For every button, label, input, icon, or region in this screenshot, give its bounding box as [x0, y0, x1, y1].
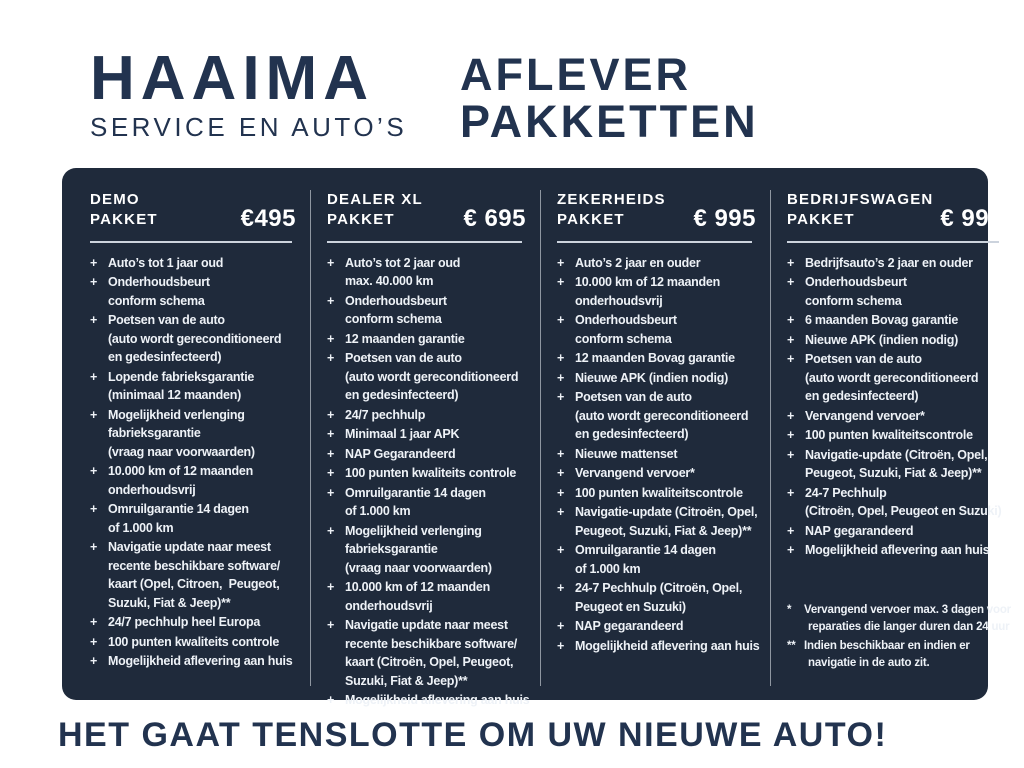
plus-marker: +	[327, 693, 335, 707]
plus-marker: +	[90, 615, 98, 629]
package-item	[557, 349, 764, 368]
item-text: Nieuwe APK (indien nodig)	[805, 332, 959, 347]
asterisk-marker: **	[787, 639, 796, 652]
plus-marker: +	[557, 619, 565, 633]
item-text: Indien beschikbaar en indien er navigatie in de auto zit.	[804, 639, 970, 669]
package-footnotes	[787, 602, 1011, 672]
package-column	[770, 190, 1017, 686]
footer-tagline: HET GAAT TENSLOTTE OM UW NIEUWE AUTO!	[58, 716, 888, 754]
package-column	[310, 190, 540, 707]
item-text: 24-7 Pechhulp (Citroën, Opel, Peugeot en Suzuki)	[575, 581, 743, 614]
package-item	[557, 637, 764, 656]
plus-marker: +	[327, 427, 335, 441]
package-item	[557, 484, 764, 503]
plus-marker: +	[90, 407, 98, 422]
item-text: Poetsen van de auto (auto wordt gereconditioneerd en gedesinfecteerd)	[575, 390, 749, 441]
package-header	[787, 190, 1011, 231]
item-text: 12 maanden Bovag garantie	[575, 351, 735, 365]
plus-marker: +	[90, 369, 98, 384]
item-text: Poetsen van de auto (auto wordt gereconditioneerd en gedesinfecteerd)	[805, 352, 979, 403]
package-item	[557, 579, 764, 616]
item-text: Minimaal 1 jaar APK	[345, 427, 460, 441]
package-header	[557, 190, 764, 231]
plus-marker: +	[90, 275, 98, 289]
item-text: 24/7 pechhulp	[345, 407, 426, 422]
item-text: 100 punten kwaliteitscontrole	[805, 428, 973, 442]
item-text: Navigatie update naar meest recente beschikbare software/ kaart (Citroën, Opel, Peugeot, Suzuki, Fiat & Jeep)**	[345, 618, 517, 688]
brand-subtitle: SERVICE EN AUTO’S	[90, 112, 408, 142]
package-item	[557, 617, 764, 636]
package-item	[90, 462, 304, 499]
package-item	[787, 273, 1011, 310]
header-rule	[557, 241, 752, 243]
package-item	[787, 522, 1011, 541]
package-column	[540, 190, 770, 686]
plus-marker: +	[557, 275, 565, 289]
package-item	[90, 538, 304, 612]
plus-marker: +	[787, 352, 795, 366]
plus-marker: +	[327, 523, 335, 538]
plus-marker: +	[90, 313, 98, 327]
item-text: Poetsen van de auto (auto wordt gereconditioneerd en gedesinfecteerd)	[108, 313, 282, 364]
item-text: Poetsen van de auto (auto wordt gereconditioneerd en gedesinfecteerd)	[345, 351, 519, 402]
plus-marker: +	[90, 464, 98, 478]
packages-panel	[62, 168, 1011, 707]
package-item	[787, 350, 1011, 406]
plus-marker: +	[557, 581, 565, 595]
plus-marker: +	[557, 638, 565, 653]
plus-marker: +	[787, 255, 795, 270]
package-item	[557, 445, 764, 464]
plus-marker: +	[327, 618, 335, 632]
page-title-line1: AFLEVER	[460, 49, 692, 100]
item-text: Auto’s tot 2 jaar oud max. 40.000 km	[345, 255, 461, 288]
plus-marker: +	[787, 313, 795, 327]
plus-marker: +	[327, 580, 335, 594]
package-price: € 995	[693, 204, 756, 232]
plus-marker: +	[557, 466, 565, 480]
item-text: Lopende fabrieksgarantie (minimaal 12 maanden)	[108, 369, 255, 402]
plus-marker: +	[90, 634, 98, 649]
package-column	[62, 190, 310, 686]
item-text: Nieuwe APK (indien nodig)	[575, 370, 729, 385]
plus-marker: +	[787, 408, 795, 423]
item-text: Mogelijkheid aflevering aan huis	[345, 693, 530, 707]
page-title-line2: PAKKETTEN	[460, 95, 759, 147]
header-rule	[327, 241, 522, 243]
item-text: Onderhoudsbeurt conform schema	[345, 293, 447, 326]
item-text: Navigatie update naar meest recente beschikbare software/ kaart (Opel, Citroen, Peugeot, Suzuki, Fiat & Jeep)**	[108, 540, 280, 610]
item-text: Onderhoudsbeurt conform schema	[805, 275, 907, 308]
package-item	[787, 484, 1011, 521]
package-item	[557, 388, 764, 444]
package-item	[90, 254, 304, 273]
item-text: Onderhoudsbeurt conform schema	[575, 313, 677, 346]
package-item	[787, 426, 1011, 445]
package-item	[90, 368, 304, 405]
package-item	[787, 254, 1011, 273]
item-text: 24/7 pechhulp heel Europa	[108, 615, 261, 629]
item-text: Vervangend vervoer max. 3 dagen voor reparaties die langer duren dan 24 uur	[804, 603, 1011, 633]
package-item	[90, 633, 304, 652]
footnote	[787, 602, 1011, 636]
item-text: Mogelijkheid verlenging fabrieksgarantie (vraag naar voorwaarden)	[345, 523, 492, 575]
item-text: NAP Gegarandeerd	[345, 446, 456, 461]
package-item	[327, 406, 534, 425]
item-text: Vervangend vervoer*	[575, 466, 695, 480]
plus-marker: +	[787, 447, 795, 462]
plus-marker: +	[557, 313, 565, 327]
plus-marker: +	[557, 446, 565, 461]
plus-marker: +	[787, 428, 795, 442]
package-header	[90, 190, 304, 231]
item-text: Mogelijkheid verlenging fabrieksgarantie (vraag naar voorwaarden)	[108, 407, 255, 459]
package-name: BEDRIJFSWAGEN PAKKET	[787, 191, 934, 229]
package-item	[90, 500, 304, 537]
brand-logo	[90, 44, 408, 143]
asterisk-marker: *	[787, 603, 792, 616]
item-text: 100 punten kwaliteits controle	[108, 634, 280, 649]
package-item	[90, 406, 304, 462]
item-text: 6 maanden Bovag garantie	[805, 313, 959, 327]
package-item	[557, 541, 764, 578]
item-text: Auto’s tot 1 jaar oud	[108, 255, 224, 270]
package-item	[327, 522, 534, 578]
plus-marker: +	[557, 255, 565, 270]
item-text: 100 punten kwaliteits controle	[345, 466, 517, 480]
item-text: 10.000 km of 12 maanden onderhoudsvrij	[108, 464, 254, 497]
package-item	[327, 484, 534, 521]
package-item	[90, 652, 304, 671]
plus-marker: +	[327, 255, 335, 270]
item-text: NAP gegarandeerd	[575, 619, 684, 633]
package-name: DEALER XL PAKKET	[327, 191, 423, 229]
package-item	[327, 330, 534, 349]
plus-marker: +	[90, 502, 98, 516]
package-item	[327, 445, 534, 464]
plus-marker: +	[557, 505, 565, 519]
plus-marker: +	[787, 543, 795, 557]
package-price: €495	[240, 204, 296, 232]
item-text: 100 punten kwaliteitscontrole	[575, 485, 743, 500]
plus-marker: +	[327, 466, 335, 480]
header-rule	[90, 241, 292, 243]
package-items	[557, 254, 764, 656]
package-item	[327, 292, 534, 329]
footnote	[787, 638, 1011, 672]
package-item	[327, 425, 534, 444]
item-text: Auto’s 2 jaar en ouder	[575, 255, 701, 270]
item-text: Omruilgarantie 14 dagen of 1.000 km	[575, 543, 716, 576]
plus-marker: +	[787, 523, 795, 538]
plus-marker: +	[557, 370, 565, 385]
item-text: Mogelijkheid aflevering aan huis	[575, 638, 760, 653]
package-item	[327, 254, 534, 291]
item-text: 10.000 km of 12 maanden onderhoudsvrij	[345, 580, 491, 613]
package-item	[787, 446, 1011, 483]
package-item	[557, 464, 764, 483]
plus-marker: +	[557, 543, 565, 557]
page-title	[460, 49, 759, 147]
package-item	[557, 503, 764, 540]
package-items	[327, 254, 534, 710]
item-text: Omruilgarantie 14 dagen of 1.000 km	[108, 502, 249, 535]
package-item	[327, 349, 534, 405]
package-item	[327, 578, 534, 615]
item-text: Bedrijfsauto’s 2 jaar en ouder	[805, 255, 973, 270]
plus-marker: +	[327, 485, 335, 500]
package-item	[787, 541, 1011, 560]
package-item	[90, 273, 304, 310]
item-text: Vervangend vervoer*	[805, 408, 925, 423]
item-text: Mogelijkheid aflevering aan huis	[108, 654, 293, 668]
package-name: ZEKERHEIDS PAKKET	[557, 191, 666, 229]
package-item	[787, 407, 1011, 426]
plus-marker: +	[557, 351, 565, 365]
item-text: Onderhoudsbeurt conform schema	[108, 275, 210, 308]
item-text: 24-7 Pechhulp (Citroën, Opel, Peugeot en Suzuki)	[805, 485, 1002, 518]
package-item	[557, 369, 764, 388]
plus-marker: +	[90, 654, 98, 668]
package-header	[327, 190, 534, 231]
plus-marker: +	[787, 485, 795, 500]
package-item	[327, 464, 534, 483]
plus-marker: +	[327, 407, 335, 422]
brand-title: HAAIMA	[90, 44, 374, 113]
item-text: Navigatie-update (Citroën, Opel, Peugeot, Suzuki, Fiat & Jeep)**	[805, 447, 988, 480]
item-text: Mogelijkheid aflevering aan huis	[805, 543, 990, 557]
package-price: € 995	[940, 204, 1003, 232]
item-text: 10.000 km of 12 maanden onderhoudsvrij	[575, 275, 721, 308]
item-text: Nieuwe mattenset	[575, 446, 678, 461]
item-text: 12 maanden garantie	[345, 331, 465, 346]
plus-marker: +	[327, 446, 335, 461]
package-item	[90, 311, 304, 367]
header-rule	[787, 241, 999, 243]
package-items	[90, 254, 304, 671]
package-item	[327, 616, 534, 690]
package-items	[787, 254, 1011, 560]
item-text: Omruilgarantie 14 dagen of 1.000 km	[345, 485, 486, 518]
item-text: NAP gegarandeerd	[805, 523, 914, 538]
plus-marker: +	[327, 293, 335, 308]
package-item	[787, 311, 1011, 330]
item-text: Navigatie-update (Citroën, Opel, Peugeot, Suzuki, Fiat & Jeep)**	[575, 505, 758, 538]
plus-marker: +	[327, 351, 335, 365]
plus-marker: +	[787, 275, 795, 289]
package-item	[557, 311, 764, 348]
package-item	[787, 331, 1011, 350]
package-item	[327, 691, 534, 710]
plus-marker: +	[787, 332, 795, 347]
plus-marker: +	[90, 540, 98, 554]
package-item	[90, 613, 304, 632]
package-item	[557, 273, 764, 310]
plus-marker: +	[557, 390, 565, 404]
package-name: DEMO PAKKET	[90, 191, 158, 229]
package-price: € 695	[463, 204, 526, 232]
plus-marker: +	[327, 331, 335, 346]
plus-marker: +	[90, 255, 98, 270]
plus-marker: +	[557, 485, 565, 500]
package-item	[557, 254, 764, 273]
